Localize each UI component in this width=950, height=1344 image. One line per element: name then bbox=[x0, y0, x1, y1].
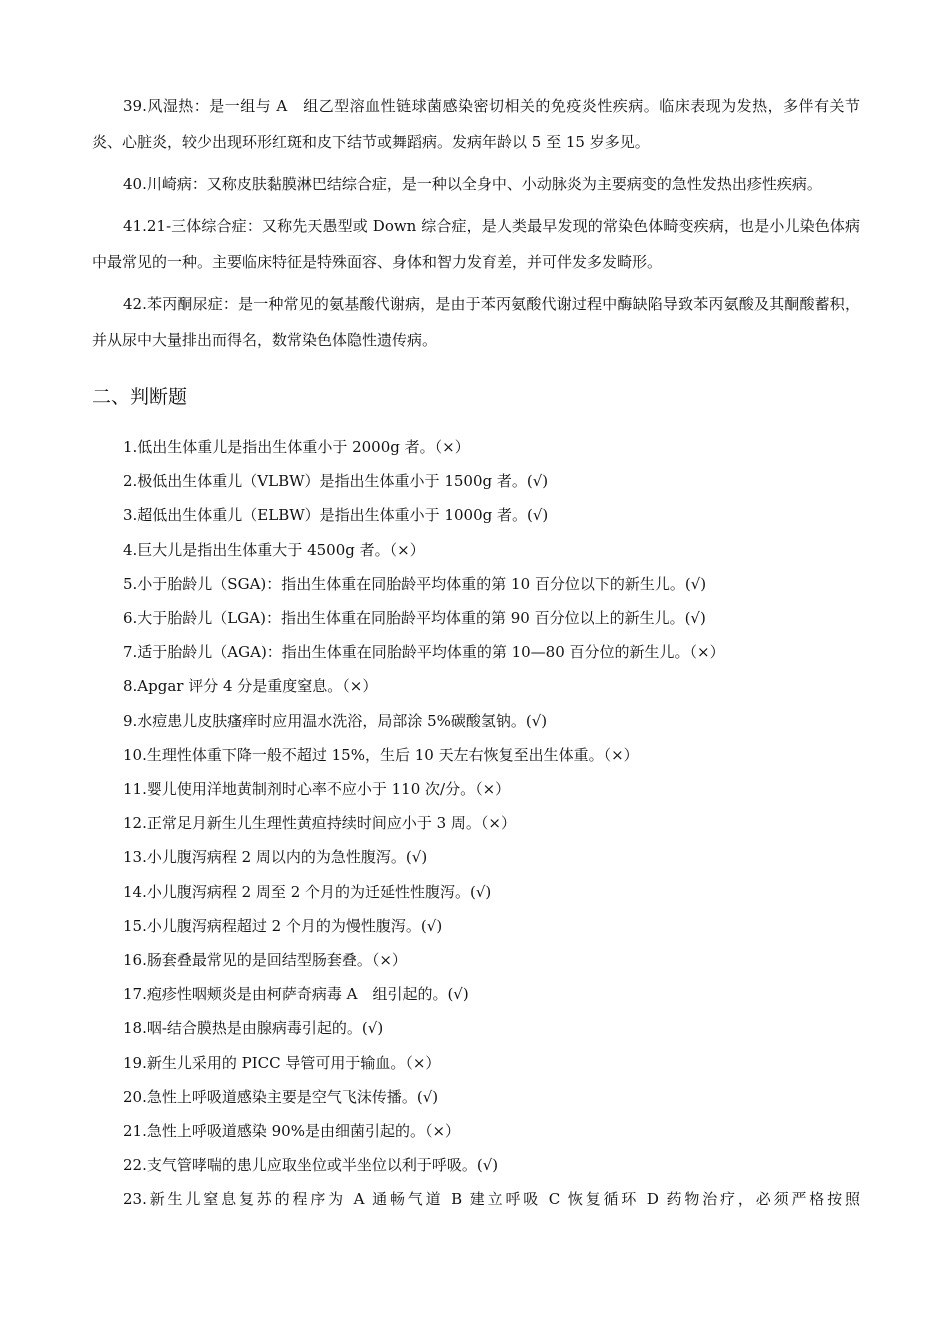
list-item: 16.肠套叠最常见的是回结型肠套叠。（×） bbox=[123, 951, 407, 970]
list-item: 14.小儿腹泻病程 2 周至 2 个月的为迁延性性腹泻。(√) bbox=[123, 882, 492, 901]
list-item: 13.小儿腹泻病程 2 周以内的为急性腹泻。(√) bbox=[123, 848, 428, 867]
list-item: 3.超低出生体重儿（ELBW）是指出生体重小于 1000g 者。(√) bbox=[123, 506, 549, 525]
list-item: 9.水痘患儿皮肤瘙痒时应用温水洗浴，局部涂 5%碳酸氢钠。(√) bbox=[123, 711, 548, 730]
list-item: 18.咽-结合膜热是由腺病毒引起的。(√) bbox=[123, 1019, 384, 1038]
list-item: 2.极低出生体重儿（VLBW）是指出生体重小于 1500g 者。(√) bbox=[123, 472, 549, 491]
section-title: 二、判断题 bbox=[92, 386, 188, 408]
list-item: 22.支气管哮喘的患儿应取坐位或半坐位以利于呼吸。(√) bbox=[123, 1156, 499, 1175]
list-item: 15.小儿腹泻病程超过 2 个月的为慢性腹泻。(√) bbox=[123, 916, 443, 935]
list-item: 21.急性上呼吸道感染 90%是由细菌引起的。（×） bbox=[123, 1122, 461, 1141]
list-item: 12.正常足月新生儿生理性黄疸持续时间应小于 3 周。（×） bbox=[123, 814, 517, 833]
list-item: 11.婴儿使用洋地黄制剂时心率不应小于 110 次/分。（×） bbox=[123, 780, 511, 799]
list-item: 1.低出生体重儿是指出生体重小于 2000g 者。（×） bbox=[123, 438, 470, 456]
list-item: 17.疱疹性咽颊炎是由柯萨奇病毒 A 组引起的。(√) bbox=[123, 985, 469, 1004]
list-item: 6.大于胎龄儿（LGA)：指出生体重在同胎龄平均体重的第 90 百分位以上的新生儿。(√) bbox=[123, 609, 706, 628]
list-item: 19.新生儿采用的 PICC 导管可用于输血。（×） bbox=[123, 1053, 441, 1072]
definition-paragraph: 39.风湿热：是一组与 A 组乙型溶血性链球菌感染密切相关的免疫炎性疾病。临床表现为发热，多伴有关节炎、心脏炎，较少出现环形红斑和皮下结节或舞蹈病。发病年龄以 5 至 15 岁多见。 bbox=[92, 97, 860, 151]
list-item: 20.急性上呼吸道感染主要是空气飞沫传播。(√) bbox=[123, 1087, 439, 1106]
definition-paragraph: 40.川崎病：又称皮肤黏膜淋巴结综合症，是一种以全身中、小动脉炎为主要病变的急性发热出疹性疾病。 bbox=[123, 175, 822, 193]
list-item: 8.Apgar 评分 4 分是重度窒息。（×） bbox=[123, 677, 378, 696]
list-item: 4.巨大儿是指出生体重大于 4500g 者。（×） bbox=[123, 540, 425, 559]
list-item: 23.新生儿窒息复苏的程序为 A 通畅气道 B 建立呼吸 C 恢复循环 D 药物治疗，必须严格按照 bbox=[123, 1190, 860, 1209]
definition-paragraph: 42.苯丙酮尿症：是一种常见的氨基酸代谢病，是由于苯丙氨酸代谢过程中酶缺陷导致苯丙氨酸及其酮酸蓄积，并从尿中大量排出而得名，数常染色体隐性遗传病。 bbox=[92, 295, 860, 349]
list-item: 7.适于胎龄儿（AGA)：指出生体重在同胎龄平均体重的第 10—80 百分位的新生儿。（×） bbox=[123, 643, 725, 662]
definition-paragraph: 41.21-三体综合症：又称先天愚型或 Down 综合症，是人类最早发现的常染色体畸变疾病，也是小儿染色体病中最常见的一种。主要临床特征是特殊面容、身体和智力发育差，并可伴发多发畸形。 bbox=[92, 217, 860, 271]
definitions-section bbox=[92, 88, 860, 358]
list-item: 10.生理性体重下降一般不超过 15%，生后 10 天左右恢复至出生体重。（×） bbox=[123, 745, 639, 764]
list-item: 5.小于胎龄儿（SGA)：指出生体重在同胎龄平均体重的第 10 百分位以下的新生儿。(√) bbox=[123, 574, 707, 593]
true-false-list bbox=[92, 430, 860, 1217]
